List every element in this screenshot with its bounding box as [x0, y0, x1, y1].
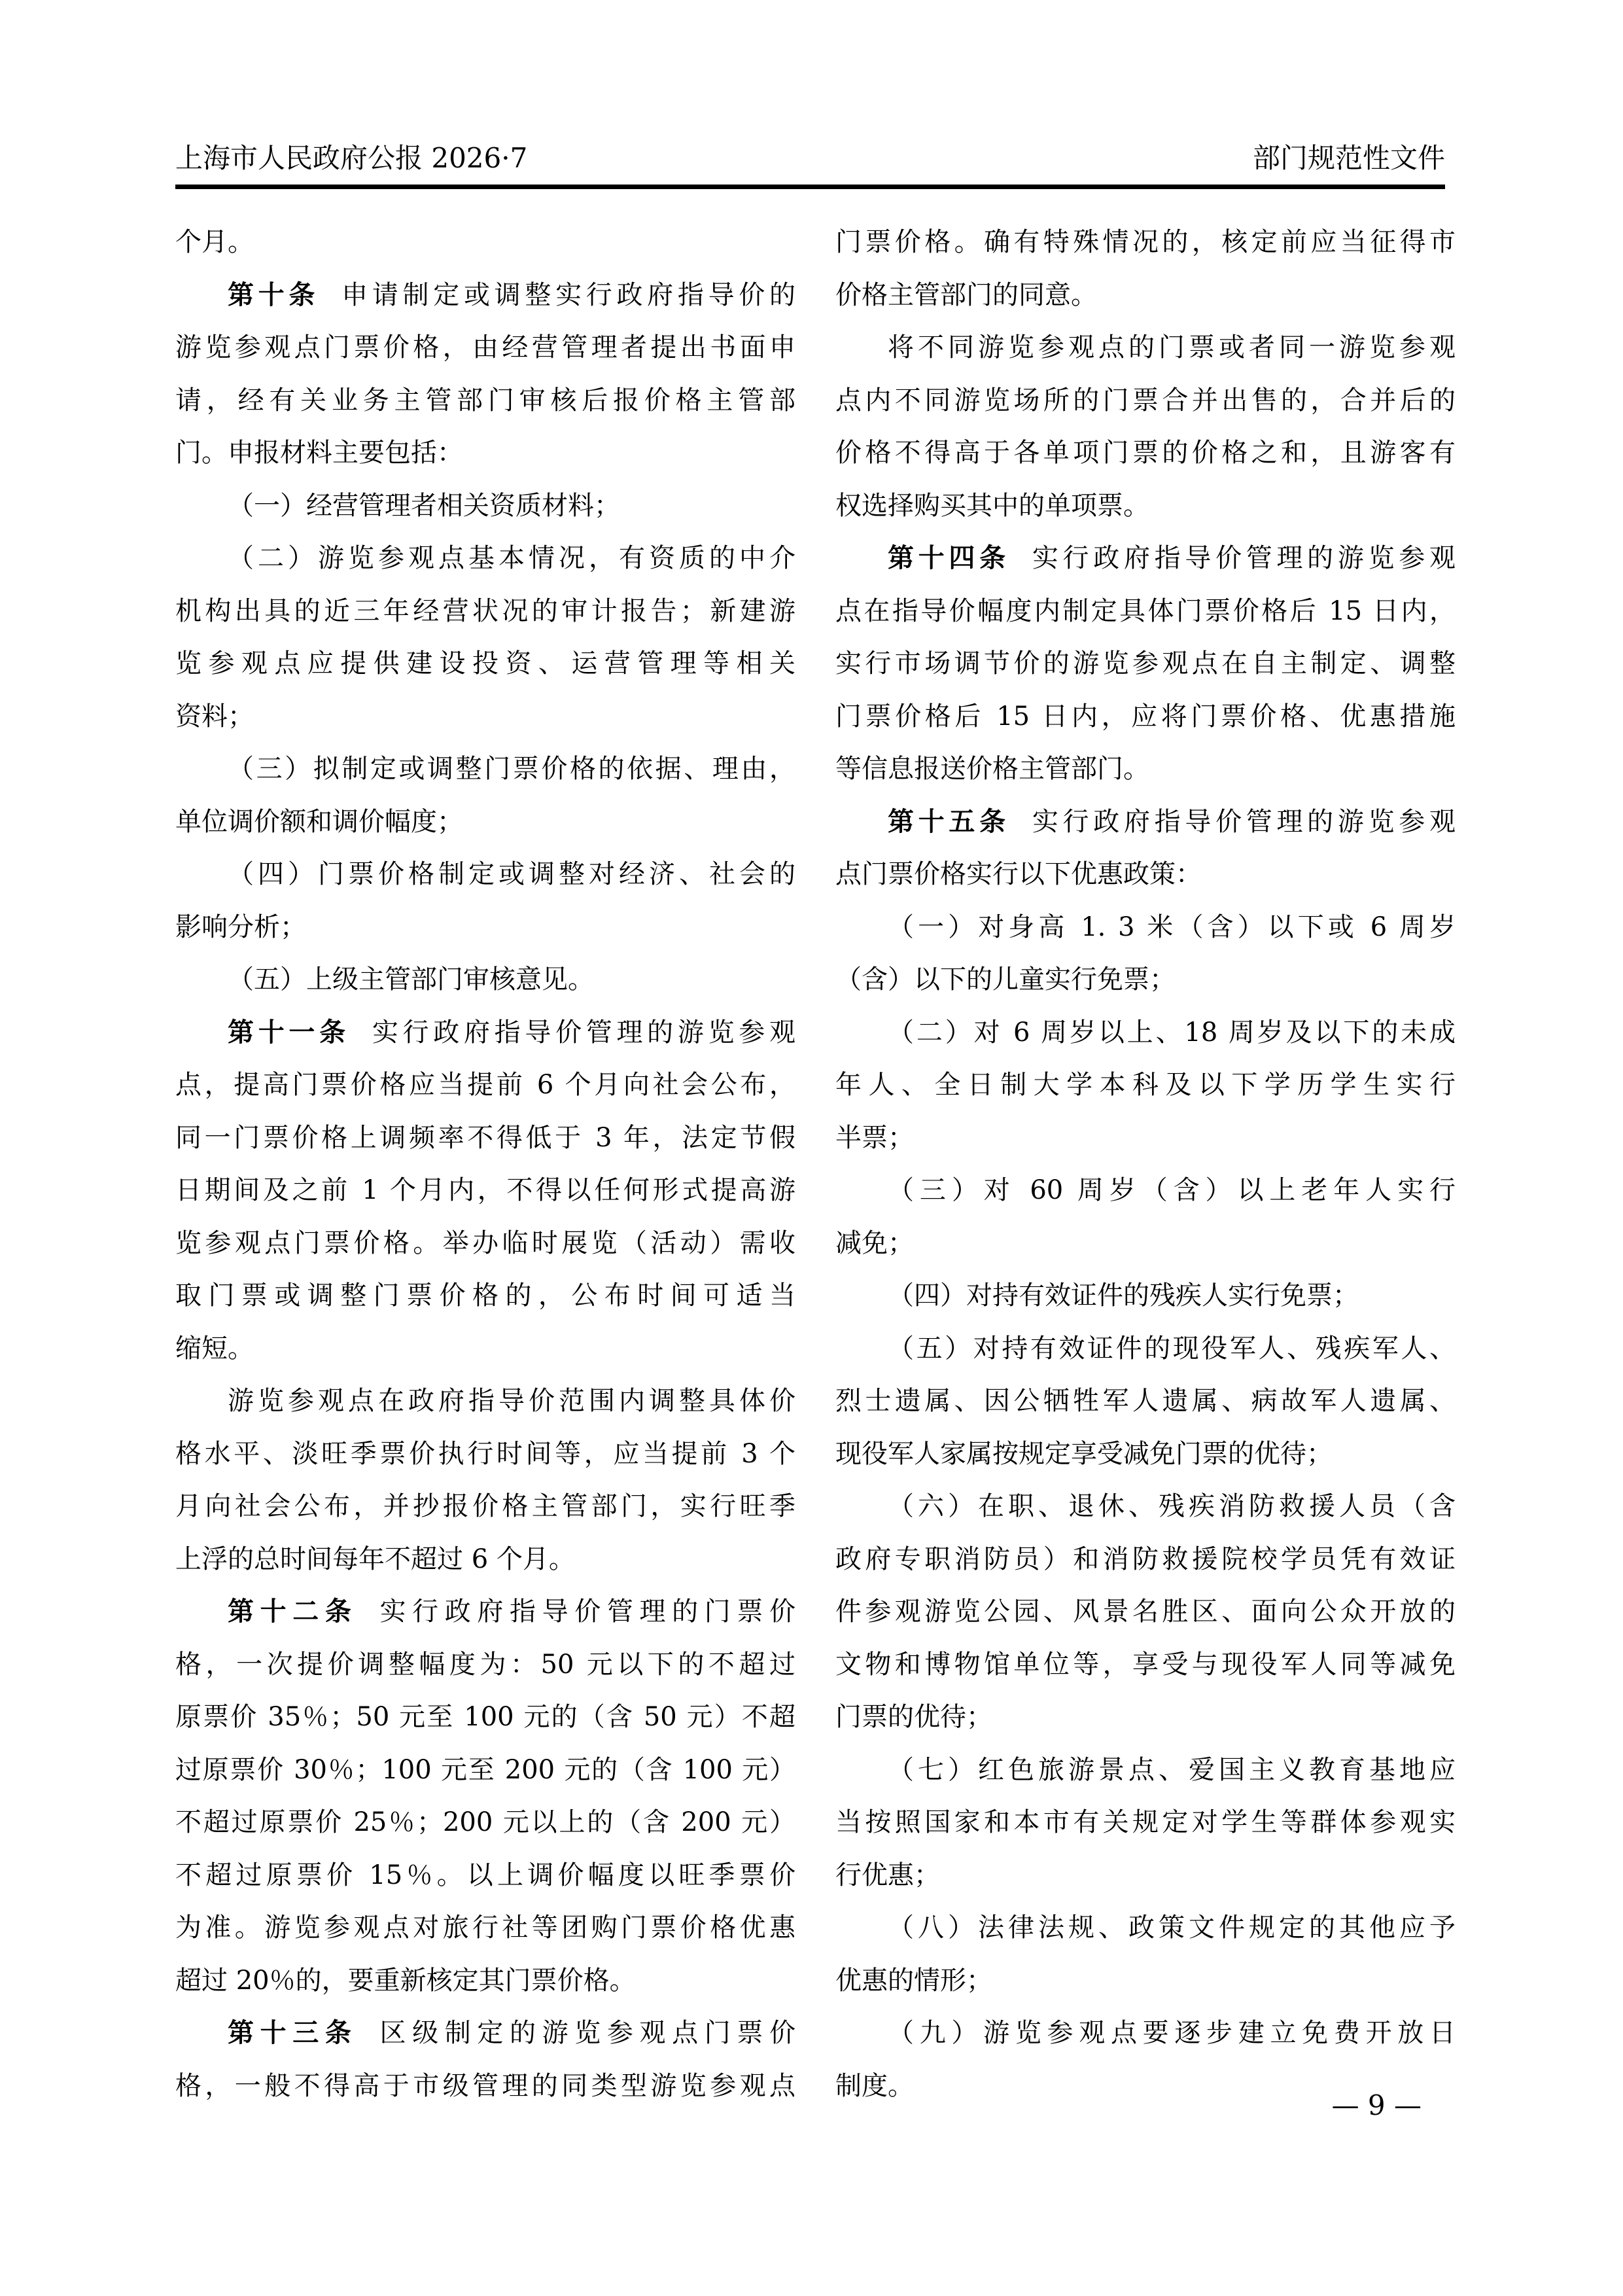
text-line: 等信息报送价格主管部门。	[835, 754, 1149, 784]
text-line: 点，提高门票价格应当提前 6 个月向社会公布，	[175, 1070, 795, 1100]
text-line: 将不同游览参观点的门票或者同一游览参观	[888, 332, 1456, 362]
text-line: （三）对 60 周岁（含）以上老年人实行	[888, 1175, 1456, 1205]
text-line: 价格不得高于各单项门票的价格之和，且游客有	[835, 438, 1456, 468]
text-line: 制度。	[835, 2070, 914, 2101]
text-line: 第十条 申请制定或调整实行政府指导价的	[228, 279, 795, 310]
text-line: 门票价格。确有特殊情况的，核定前应当征得市	[835, 227, 1456, 257]
text-line: 点门票价格实行以下优惠政策：	[835, 859, 1202, 889]
text-line: 过原票价 30％；100 元至 200 元的（含 100 元）	[175, 1754, 795, 1785]
article-number: 第十一条	[228, 1017, 350, 1048]
column-left	[175, 216, 795, 2112]
text-line: 超过 20％的，要重新核定其门票价格。	[175, 1965, 636, 1996]
text-line: 文物和博物馆单位等，享受与现役军人同等减免	[835, 1649, 1456, 1680]
text-line: （含）以下的儿童实行免票；	[835, 964, 1176, 995]
text-line: 机构出具的近三年经营状况的审计报告；新建游	[175, 595, 795, 626]
text-line: 资料；	[175, 701, 254, 732]
text-line: （二）对 6 周岁以上、18 周岁及以下的未成	[888, 1017, 1456, 1048]
text-line: 优惠的情形；	[835, 1965, 992, 1996]
text-line: 单位调价额和调价幅度；	[175, 806, 463, 837]
page-number: — 9 —	[1331, 2089, 1422, 2121]
text-line: 第十三条 区级制定的游览参观点门票价	[228, 2018, 795, 2048]
text-line: 格，一般不得高于市级管理的同类型游览参观点	[175, 2070, 795, 2101]
text-line: 第十四条 实行政府指导价管理的游览参观	[888, 543, 1456, 573]
text-line: 原票价 35％；50 元至 100 元的（含 50 元）不超	[175, 1702, 795, 1732]
text-line: 行优惠；	[835, 1860, 940, 1890]
text-line: 游览参观点在政府指导价范围内调整具体价	[228, 1386, 795, 1416]
article-number: 第十二条	[228, 1597, 358, 1627]
text-line: （七）红色旅游景点、爱国主义教育基地应	[888, 1754, 1456, 1785]
column-right	[835, 216, 1456, 2112]
text-line: 取门票或调整门票价格的，公布时间可适当	[175, 1280, 795, 1311]
text-line: （二）游览参观点基本情况，有资质的中介	[228, 543, 795, 573]
text-line: 不超过原票价 25％；200 元以上的（含 200 元）	[175, 1807, 795, 1837]
text-line: 件参观游览公园、风景名胜区、面向公众开放的	[835, 1597, 1456, 1627]
text-line: （一）对身高 1. 3 米（含）以下或 6 周岁	[888, 911, 1456, 942]
article-number: 第十四条	[888, 543, 1010, 573]
text-line: 现役军人家属按规定享受减免门票的优待；	[835, 1438, 1333, 1469]
text-line: （六）在职、退休、残疾消防救援人员（含	[888, 1491, 1456, 1521]
article-number: 第十三条	[228, 2018, 358, 2048]
text-line: 实行市场调节价的游览参观点在自主制定、调整	[835, 648, 1456, 679]
text-line: 减免；	[835, 1227, 914, 1258]
text-line: （五）上级主管部门审核意见。	[228, 964, 594, 995]
header-publication-title: 上海市人民政府公报 2026·7	[175, 142, 528, 174]
text-line: 月向社会公布，并抄报价格主管部门，实行旺季	[175, 1491, 795, 1521]
text-line: 同一门票价格上调频率不得低于 3 年，法定节假	[175, 1122, 795, 1153]
text-line: 格水平、淡旺季票价执行时间等，应当提前 3 个	[175, 1438, 795, 1469]
text-line: 门票的优待；	[835, 1702, 992, 1732]
text-line: 第十五条 实行政府指导价管理的游览参观	[888, 806, 1456, 837]
text-line: （九）游览参观点要逐步建立免费开放日	[888, 2018, 1456, 2048]
text-line: 当按照国家和本市有关规定对学生等群体参观实	[835, 1807, 1456, 1837]
text-line: 政府专职消防员）和消防救援院校学员凭有效证	[835, 1544, 1456, 1574]
text-line: 第十一条 实行政府指导价管理的游览参观	[228, 1017, 795, 1048]
text-line: 烈士遗属、因公牺牲军人遗属、病故军人遗属、	[835, 1386, 1456, 1416]
text-line: 游览参观点门票价格，由经营管理者提出书面申	[175, 332, 795, 362]
text-line: 第十二条 实行政府指导价管理的门票价	[228, 1597, 795, 1627]
header-section-title: 部门规范性文件	[1252, 142, 1445, 174]
text-line: 门。申报材料主要包括：	[175, 438, 463, 468]
text-line: （四）门票价格制定或调整对经济、社会的	[228, 859, 795, 889]
text-line: 览参观点门票价格。举办临时展览（活动）需收	[175, 1227, 795, 1258]
text-line: 览参观点应提供建设投资、运营管理等相关	[175, 648, 795, 679]
text-line: 上浮的总时间每年不超过 6 个月。	[175, 1544, 575, 1574]
text-line: （一）经营管理者相关资质材料；	[228, 490, 620, 521]
text-line: （五）对持有效证件的现役军人、残疾军人、	[888, 1333, 1456, 1364]
article-number: 第十五条	[888, 806, 1010, 837]
text-line: 半票；	[835, 1122, 914, 1153]
text-line: 影响分析；	[175, 911, 306, 942]
text-line: 点在指导价幅度内制定具体门票价格后 15 日内，	[835, 595, 1456, 626]
text-line: 为准。游览参观点对旅行社等团购门票价格优惠	[175, 1913, 795, 1943]
header-rule	[175, 185, 1445, 189]
article-number: 第十条	[228, 279, 320, 310]
text-line: 年人、全日制大学本科及以下学历学生实行	[835, 1070, 1456, 1100]
text-line: （三）拟制定或调整门票价格的依据、理由，	[228, 754, 795, 784]
text-line: 缩短。	[175, 1333, 254, 1364]
text-line: 权选择购买其中的单项票。	[835, 490, 1149, 521]
text-line: 请，经有关业务主管部门审核后报价格主管部	[175, 385, 795, 415]
text-line: 不超过原票价 15％。以上调价幅度以旺季票价	[175, 1860, 795, 1890]
text-line: 个月。	[175, 227, 254, 257]
text-line: 格，一次提价调整幅度为：50 元以下的不超过	[175, 1649, 795, 1680]
text-line: 门票价格后 15 日内，应将门票价格、优惠措施	[835, 701, 1456, 732]
text-line: （八）法律法规、政策文件规定的其他应予	[888, 1913, 1456, 1943]
text-line: 日期间及之前 1 个月内，不得以任何形式提高游	[175, 1175, 795, 1205]
text-line: 点内不同游览场所的门票合并出售的，合并后的	[835, 385, 1456, 415]
text-line: 价格主管部门的同意。	[835, 279, 1097, 310]
text-line: （四）对持有效证件的残疾人实行免票；	[888, 1280, 1359, 1311]
